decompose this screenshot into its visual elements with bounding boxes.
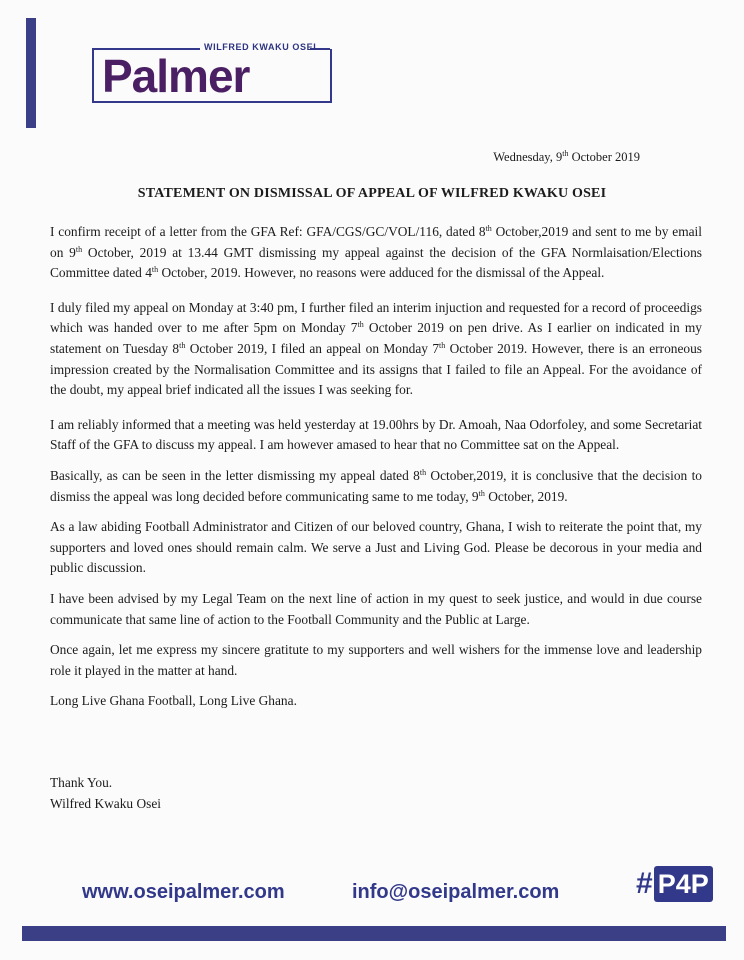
statement-title: STATEMENT ON DISMISSAL OF APPEAL OF WILFRED KWAKU OSEI	[137, 186, 607, 201]
hash-symbol: #	[636, 867, 653, 900]
paragraph-4: Basically, as can be seen in the letter dismissing my appeal dated 8th October,2019, it is conclusive that the decision to dismiss the appeal was long decided before communicating same to me today, 9th October, 2019.	[50, 467, 702, 504]
paragraph-1: I confirm receipt of a letter from the GFA Ref: GFA/CGS/GC/VOL/116, dated 8th October,2019 and sent to me by email on 9th October, 2019 at 13.44 GMT dismissing my appeal against the decision of the GFA Normlaisation/Elections Committee dated 4th October, 2019. However, no reasons were adduced for the dismissal of the Appeal.	[50, 224, 703, 281]
p4p-hashtag	[636, 866, 713, 902]
signature-name: Wilfred Kwaku Osei	[50, 795, 162, 811]
paragraph-6: I have been advised by my Legal Team on the next line of action in my quest to seek justice, and would in due course communicate that same line of action to the Football Community and the Public at Large.	[50, 590, 702, 627]
logo-subtitle: WILFRED KWAKU OSEI	[204, 42, 317, 52]
statement-body	[50, 222, 702, 722]
paragraph-3: I am reliably informed that a meeting was held yesterday at 19.00hrs by Dr. Amoah, Naa Odorfoley, and some Secretariat Staff of the GFA to discuss my appeal. I am however amased to hear that no Committee sat on the Appeal.	[50, 416, 702, 453]
palmer-logo	[92, 40, 336, 106]
footer-accent-bar	[22, 926, 726, 941]
p4p-badge: P4P	[654, 866, 713, 902]
paragraph-2: I duly filed my appeal on Monday at 3:40 pm, I further filed an interim injuction and requested for a record of proceedigs which was handed over to me after 5pm on Monday 7th October 2019 on pen drive. As I earlier on indicated in my statement on Tuesday 8th October 2019, I filed an appeal on Monday 7th October 2019. However, there is an erroneous impression created by the Normalisation Committee and its assigns that I failed to file an Appeal. For the avoidance of the doubt, my appeal brief indicated all the issues I was seeking for.	[50, 299, 703, 398]
paragraph-5: As a law abiding Football Administrator and Citizen of our beloved country, Ghana, I wish to reiterate the point that, my supporters and loved ones should remain calm. We serve a Just and Living God. Please be decorous in your media and public discussion.	[50, 519, 702, 576]
footer-website: www.oseipalmer.com	[82, 881, 285, 903]
paragraph-7: Once again, let me express my sincere gratitute to my supporters and well wishers for the immense love and leadership role it played in the matter at hand.	[50, 642, 702, 678]
paragraph-8: Long Live Ghana Football, Long Live Ghana.	[50, 693, 297, 709]
closing-block	[50, 773, 161, 814]
header-accent-bar	[26, 18, 36, 128]
footer-email: info@oseipalmer.com	[352, 881, 560, 903]
letter-date: Wednesday, 9th October 2019	[493, 149, 640, 164]
logo-name: Palmer	[102, 50, 250, 102]
closing-thanks: Thank You.	[50, 775, 113, 790]
